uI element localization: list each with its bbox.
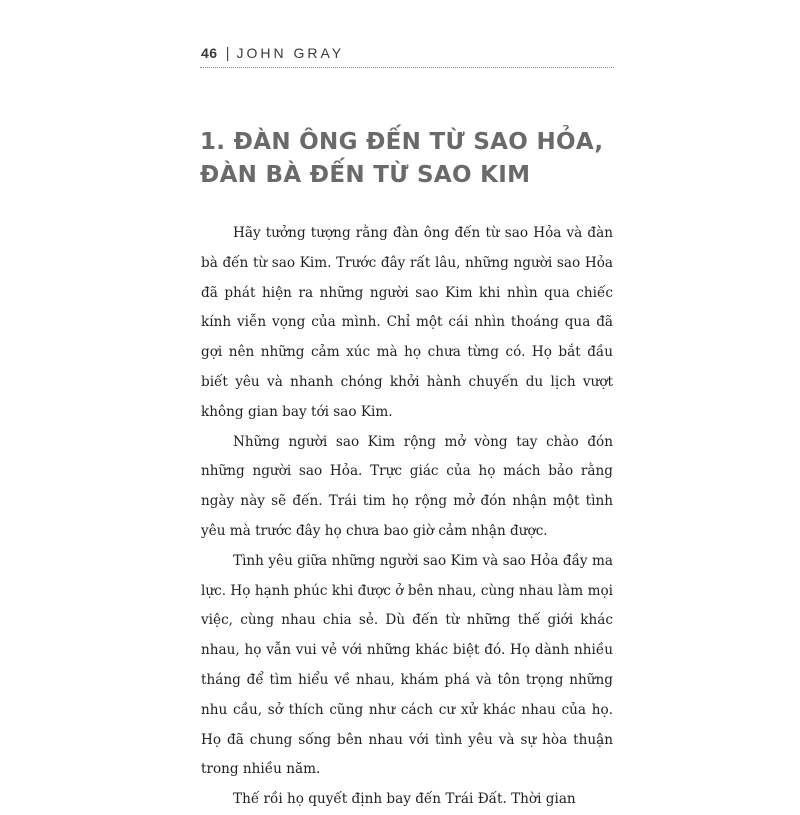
paragraph-1: Hãy tưởng tượng rằng đàn ông đến từ sao Hỏa và đàn bà đến từ sao Kim. Trước đây rất lâu, những người sao Hỏa đã phát hiện ra những người sao Kim khi nhìn qua chiếc kính viễn vọng của mình. Chỉ một cái nhìn thoáng qua đã gợi nên những cảm xúc mà họ chưa từng có. Họ bắt đầu biết yêu và nhanh chóng khởi hành chuyến du lịch vượt không gian bay tới sao Kim. [201, 225, 613, 420]
chapter-title-line-2: ĐÀN BÀ ĐẾN TỪ SAO KIM [200, 162, 531, 188]
paragraph-4: Thế rồi họ quyết định bay đến Trái Đất. Thời gian [233, 791, 576, 808]
author-name: JOHN GRAY [236, 45, 345, 61]
header-dotted-rule [200, 67, 614, 68]
body-text [201, 219, 613, 815]
header-separator: | [225, 44, 230, 62]
running-header [201, 42, 344, 64]
paragraph-3: Tình yêu giữa những người sao Kim và sao Hỏa đầy ma lực. Họ hạnh phúc khi được ở bên nhau, cùng nhau làm mọi việc, cùng nhau chia sẻ. Dù đến từ những thế giới khác nhau, họ vẫn vui vẻ với những khác biệt đó. Họ dành nhiều tháng để tìm hiểu về nhau, khám phá và tôn trọng những nhu cầu, sở thích cũng như cách cư xử khác nhau của họ. Họ đã chung sống bên nhau với tình yêu và sự hòa thuận trong nhiều năm. [201, 552, 613, 778]
page-number: 46 [201, 45, 218, 61]
paragraph-2: Những người sao Kim rộng mở vòng tay chào đón những người sao Hỏa. Trực giác của họ mách bảo rằng ngày này sẽ đến. Trái tim họ rộng mở đón nhận một tình yêu mà trước đây họ chưa bao giờ cảm nhận được. [201, 433, 613, 539]
chapter-title-line-1: 1. ĐÀN ÔNG ĐẾN TỪ SAO HỎA, [200, 129, 604, 155]
chapter-title [200, 126, 603, 192]
